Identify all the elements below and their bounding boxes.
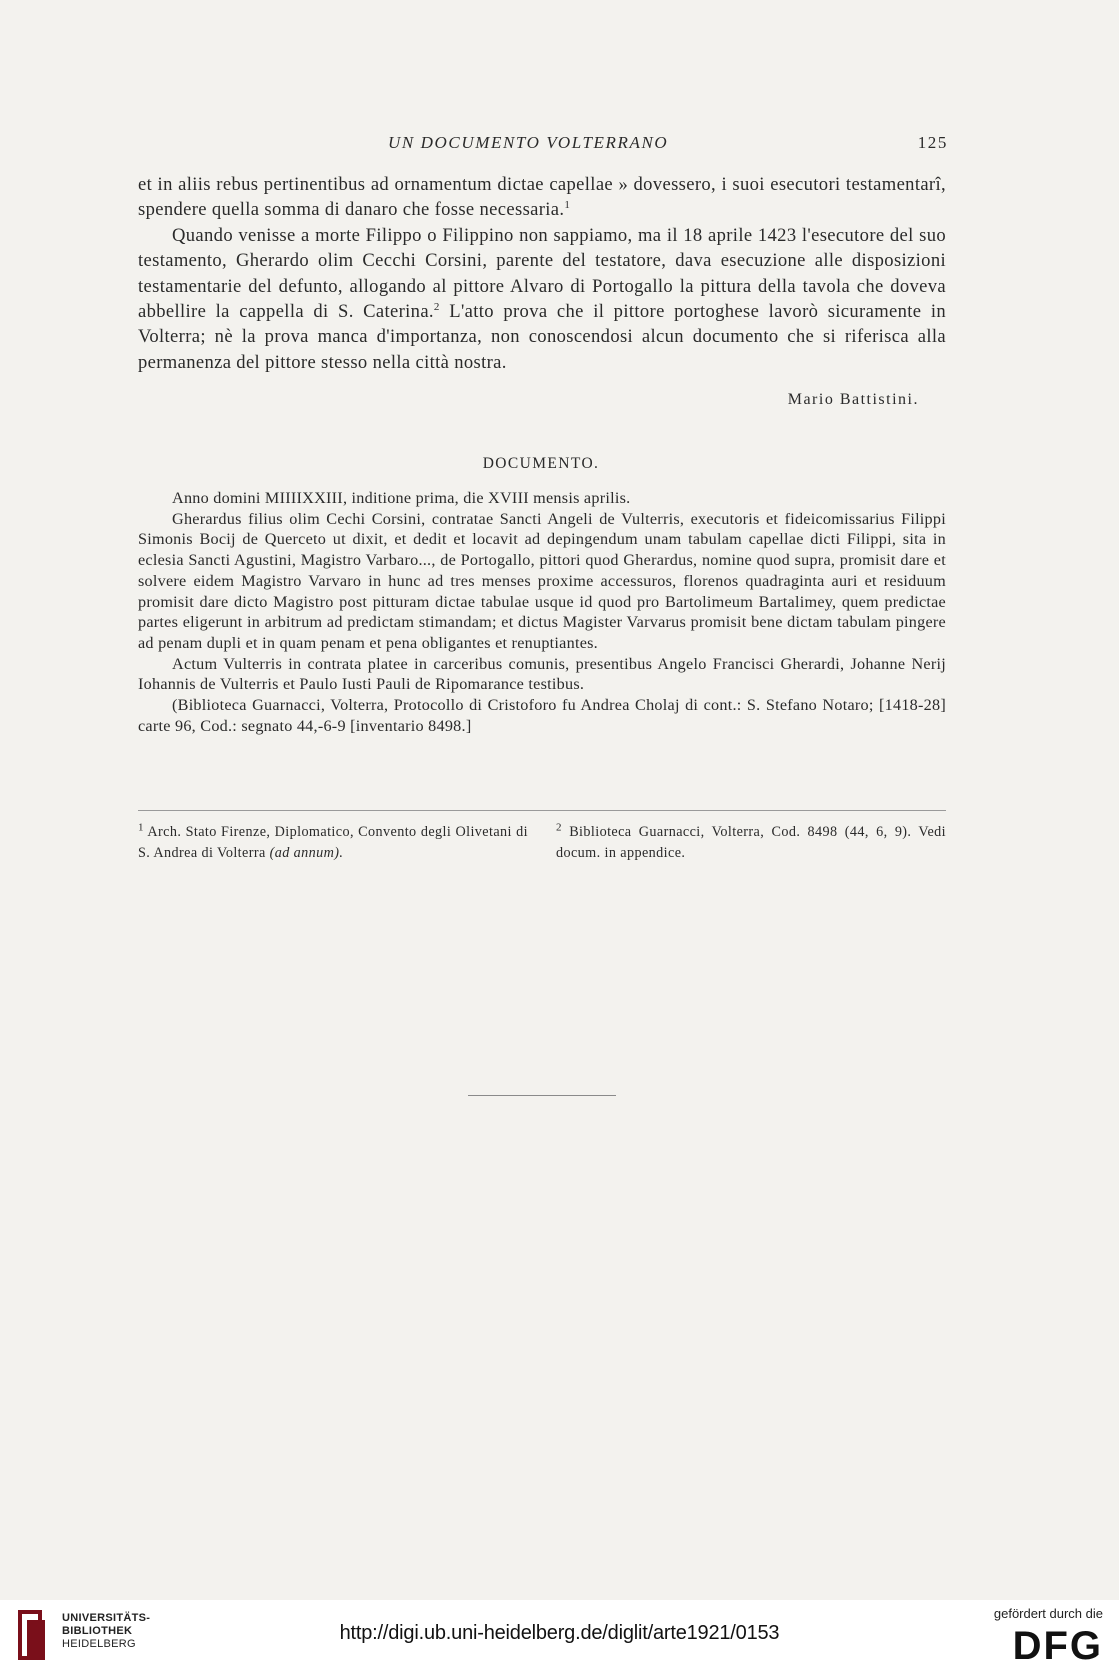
library-name: UNIVERSITÄTS- BIBLIOTHEK HEIDELBERG [62,1612,151,1650]
end-rule [468,1095,616,1096]
viewer-footer [0,1600,1119,1673]
footnote-2: $^2$ Biblioteca Guarnacci, Volterra, Cod. 8498 (44, 6, 9). Vedi docum. in appendice. [556,821,946,861]
document-paragraph: Actum Vulterris in contrata platee in carceribus comunis, presentibus Angelo Francisci Gherardi, Johanne Nerij Iohannis de Vulterris et Paulo Iusti Pauli de Ripomarance testibus. [138,654,946,694]
author-signature: Mario Battistini. [787,391,919,408]
dfg-logo-icon: DFG [1012,1624,1103,1668]
article-paragraph: et in aliis rebus pertinentibus ad ornamentum dictae capellae » dovessero, i suoi esecutori testamentarî, spendere quella somma di danaro che fosse necessaria.$^1$ [138,174,946,221]
document-paragraph: (Biblioteca Guarnacci, Volterra, Protocollo di Cristoforo fu Andrea Cholaj di cont.: S. Stefano Notaro; [1418-28] carte 96, Cod.: segnato 44,-6-9 [inventario 8498.] [138,696,946,735]
footnote-divider [138,810,946,811]
footnote-marker: 2 [556,821,562,834]
footnote-ref: 1 [564,199,571,212]
sponsor-text: gefördert durch die [993,1606,1103,1621]
article-paragraph: Quando venisse a morte Filippo o Filippino non sappiamo, ma il 18 aprile 1423 l'esecutore del suo testamento, Gherardo olim Cecchi Corsini, parente del testatore, dava esecuzione alle disposizioni testamentarie del defunto, allogando al pittore Alvaro di Portogallo la pittura della tavola che doveva abbellire la cappella di S. Caterina.$^2$ L'atto prova che il pittore portoghese lavorò sicuramente in Volterra; nè la prova manca d'importanza, non conoscendosi alcun documento che si riferisca alla permanenza del pittore stesso nella città nostra. [138,224,946,373]
document-body [138,488,946,736]
permalink-url[interactable]: http://digi.ub.uni-heidelberg.de/diglit/arte1921/0153 [339,1622,780,1644]
footnote-1: $^1$ Arch. Stato Firenze, Diplomatico, Convento degli Olivetani di S. Andrea di Volterra (ad annum). [138,821,528,861]
article-body [138,172,946,375]
document-paragraph: Gherardus filius olim Cechi Corsini, contratae Sancti Angeli de Vulterris, executoris et fideicomissarius Filippi Simonis Bocij de Querceto ut dixit, et dedit et locavit ad depingendum unam tabulam capellae dicti Filippi, sita in eclesia Sancti Agustini, Magistro Varbaro..., de Portogallo, pittori quod Gherardus, nomine quod supra, promisit dare et solvere eidem Magistro Varvaro in hunc ad tres menses proxime accessuros, florenos quadraginta auri et residuum promisit dare dicto Magistro post pitturam dictae tabulae usque id quod pro Bartolimeum Bartalimey, quem predictae partes eligerunt in arbitrum ad predictam stimandam; et dictus Magister Varvarus promisit bene dictam tabulam pingere ad penam dupli et in quam penam et pena obligantes et renuptiantes. [138,509,946,652]
running-title: UN DOCUMENTO VOLTERRANO [388,133,669,152]
document-paragraph: Anno domini MIIIIXXIII, inditione prima, die XVIII mensis aprilis. [172,489,631,507]
document-heading: DOCUMENTO. [482,455,600,472]
footnote-ref: 2 [433,300,440,313]
footnote-italic: (ad annum). [269,844,344,861]
footnote-marker: 1 [138,821,144,834]
page-number: 125 [917,133,948,152]
